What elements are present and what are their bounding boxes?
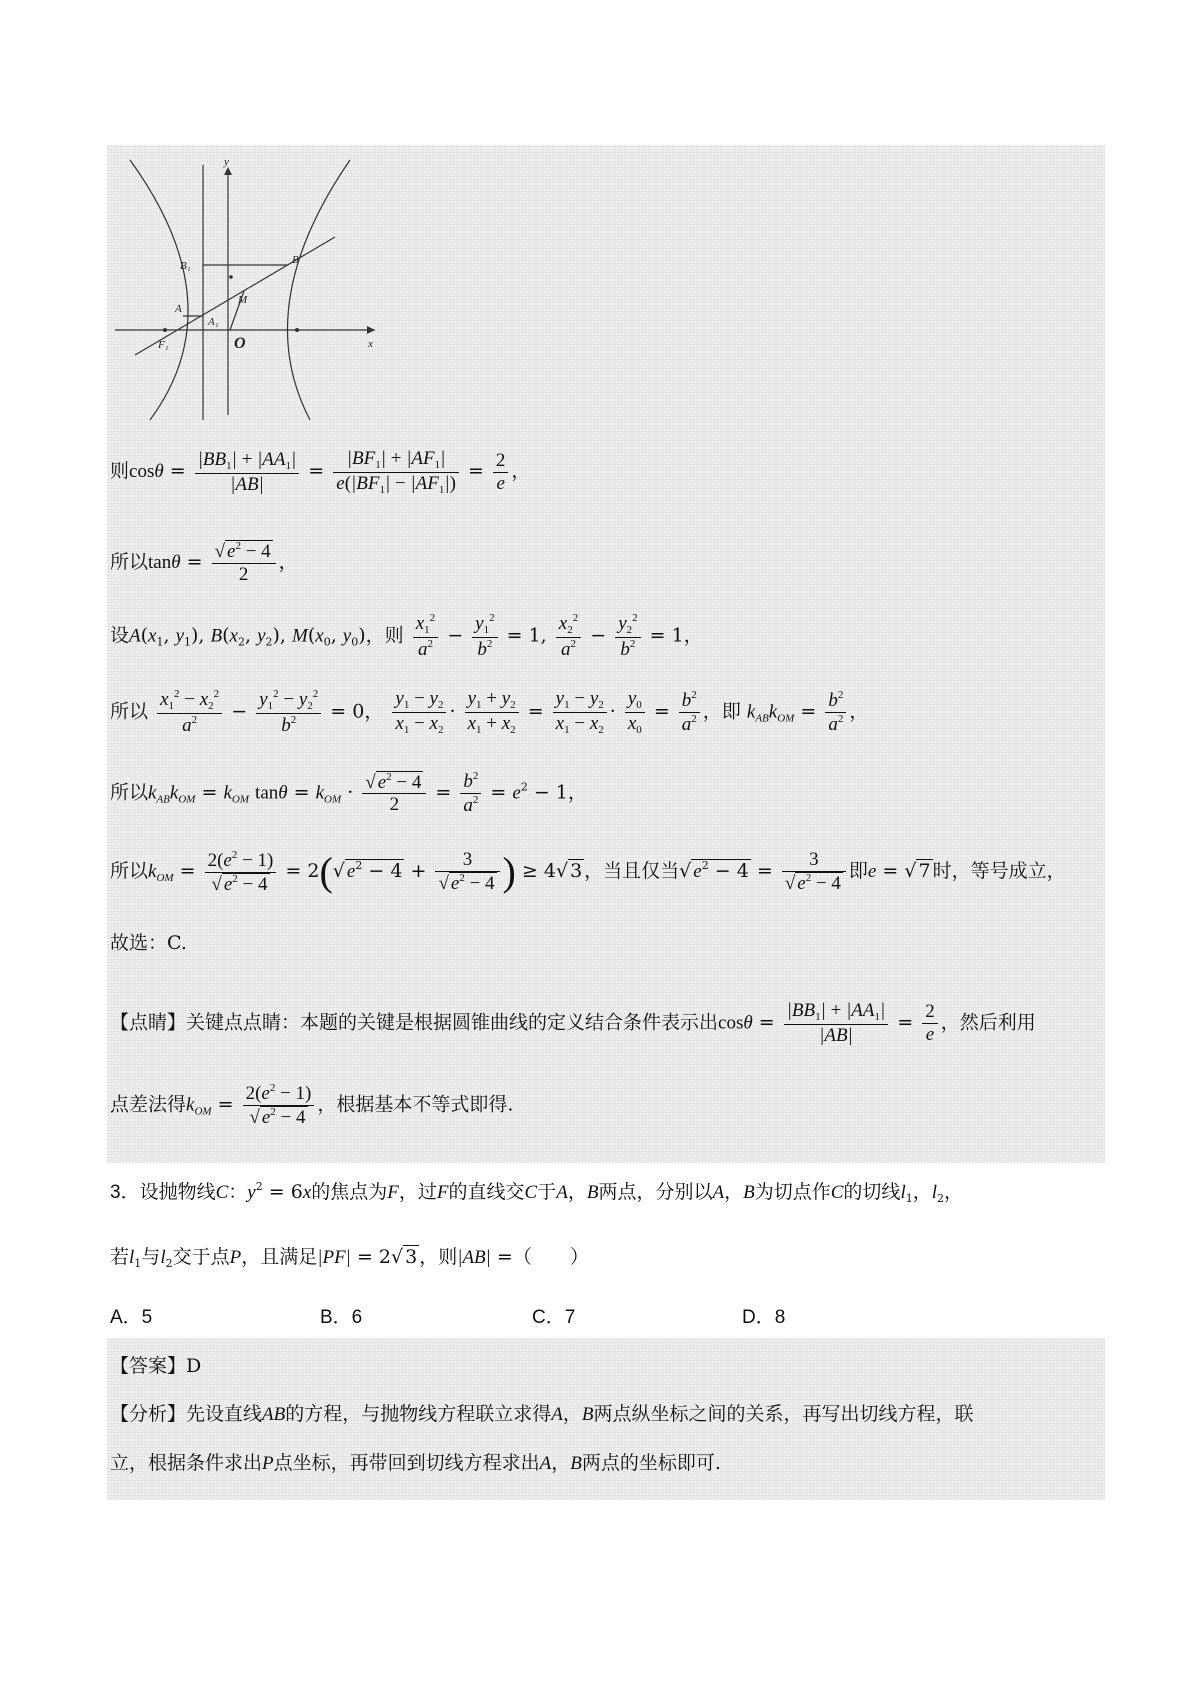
analysis-line-2: 立，根据条件求出P点坐标，再带回到切线方程求出A，B两点的坐标即可. [110,1452,721,1474]
analysis-line-1: 【分析】先设直线AB的方程，与抛物线方程联立求得A，B两点纵坐标之间的关系，再写出切线方程，联 [110,1403,974,1425]
kom-line: 所以$k_{OM}$ = $\frac{2(e^2 - 1)}{√ e^2 - 4}$ = 2(√ $e^2 - 4$ + $\frac{3}{√ e^2 - 4}$ ) ≥ 4√ 3 ，当且仅当√ $e^2 - 4$ = $\frac{3}{√ e^2 - 4}$ 即e = √ 7 时，等号成立， [110,848,1066,895]
answer-line: 【答案】D [110,1355,202,1377]
remark-line: 【点睛】关键点点睛：本题的关键是根据圆锥曲线的定义结合条件表示出cosθ = $\frac{|BB_1| + |AA_1|}{|AB|}$ = $\frac{2}{e}$ ，然后利用 [110,1000,1036,1046]
cos-line: 则cosθ = $\frac{|BB_1| + |AA_1|}{|AB|}$ = $\frac{|BF_1| + |AF_1|}{e(|BF_1| - |AF_1|)}$ = $\frac{2}{e}$ ， [110,448,531,496]
option-a[interactable]: A．5 [110,1307,153,1328]
question-line-2: 若$l_1$与$l_2$交于点P，且满足|PF| = 2√ 3 ，则|AB| =（ ） [110,1246,589,1270]
remark-line-2: 点差法得$k_{OM}$ = $\frac{2(e^2 - 1)}{√ e^2 - 4}$ ，根据基本不等式即得. [110,1082,514,1128]
label-b1: B₁ [180,260,191,272]
label-a1: A₁ [208,316,219,328]
label-y: y [224,156,229,168]
label-m: M [238,294,248,306]
point-f1 [163,328,167,332]
label-a: A [175,303,182,315]
tan-line: 所以tanθ = $\frac{√ e^2 - 4}{2}$ ， [110,540,298,585]
choice-line: 故选：C. [110,932,187,954]
k-product-line: 所以$k_{AB}k_{OM} = k_{OM}$ $\tan\theta = k_{OM}$ · $\frac{√ e^2 - 4}{2}$ = $\frac{b^2}{a^2}$ = $e^2 - 1$， [110,770,587,816]
point-m [229,275,233,279]
question-line-1: 3．设抛物线C：$y^2 = 6x$的焦点为F，过F的直线交C于A，B两点，分别以A，B为切点作C的切线$l_1$，$l_2$， [110,1180,964,1205]
label-f1: F₁ [158,339,169,351]
option-d[interactable]: D．8 [742,1307,786,1328]
set-line: 设$A(x_1$, $y_1$), $B(x_2$, $y_2$), $M(x_0$, $y_0$)，则 $\frac{x_1^2}{a^2}$ − $\frac{y_1^2}{b^2}$ = 1, $\frac{x_2^2}{a^2}$ − $\frac{y_2^2}{b^2}$ = 1， [110,612,703,660]
label-o: O [234,335,246,352]
point-f2 [295,328,299,332]
option-c[interactable]: C．7 [532,1307,576,1328]
label-b: B [292,254,299,266]
label-x: x [368,338,373,350]
x-arrow [367,326,375,334]
y-arrow [224,167,232,175]
difference-line: 所以 $\frac{x_1^2 - x_2^2}{a^2}$ − $\frac{y_1^2 - y_2^2}{b^2}$ = 0， $\frac{y_1 - y_2}{x_1 - x_2}$ · $\frac{y_1 + y_2}{x_1 + x_2}$ = $\frac{y_1 - y_2}{x_1 - x_2}$ · $\frac{y_0}{x_0}$ = $\frac{b^2}{a^2}$ ，即 $k_{AB}k_{OM}$ = $\frac{b^2}{a^2}$ ， [110,688,869,736]
hyperbola-figure [110,155,380,425]
option-b[interactable]: B．6 [320,1307,363,1328]
right-branch [288,160,351,420]
left-branch [130,160,188,420]
